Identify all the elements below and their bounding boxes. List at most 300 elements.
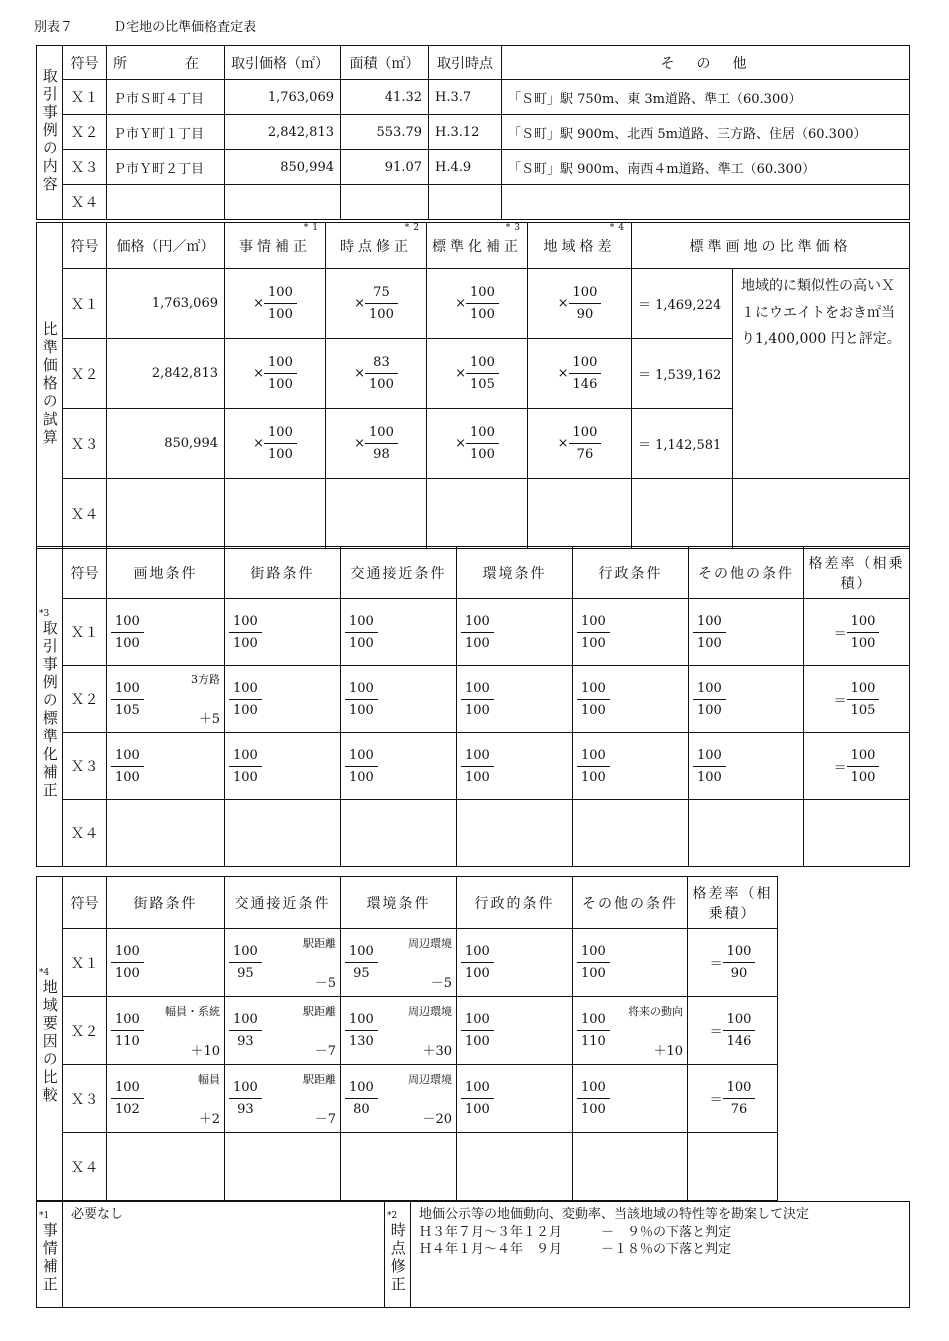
factor-fraction xyxy=(461,1012,494,1049)
column-header xyxy=(326,223,427,269)
adjustment-note: 将来の動向 xyxy=(628,1004,683,1018)
factor-fraction xyxy=(466,425,499,462)
adjustment xyxy=(303,1071,336,1127)
factor-cell xyxy=(326,479,427,549)
section-side-label xyxy=(37,547,63,867)
numerator: 100 xyxy=(466,355,499,374)
factor-cell xyxy=(341,599,457,666)
factor-cell xyxy=(528,479,632,549)
multiply-sign: × xyxy=(557,436,569,451)
adjustment-note: 周辺環境 xyxy=(408,1004,452,1018)
factor-cell xyxy=(573,1133,688,1201)
row-code: Ｘ２ xyxy=(63,666,107,733)
numerator: 100 xyxy=(569,355,602,374)
numerator: 100 xyxy=(693,681,726,700)
column-header: 取引時点 xyxy=(429,46,502,80)
row-code: Ｘ２ xyxy=(63,997,107,1065)
factor-fraction xyxy=(111,748,144,785)
factor-cell xyxy=(457,1133,573,1201)
factor-cell-content xyxy=(229,671,336,727)
numerator: 100 xyxy=(693,614,726,633)
equals-sign: ＝ xyxy=(709,1093,723,1108)
price-cell: 1,763,069 xyxy=(107,269,225,339)
factor-fraction xyxy=(466,285,499,322)
section-price-trial xyxy=(36,222,910,549)
factor-cell-content xyxy=(577,604,684,660)
equals-sign: ＝ xyxy=(833,760,847,776)
factor-cell-content xyxy=(229,738,336,794)
column-header: 符号 xyxy=(63,877,107,929)
column-header: その他の条件 xyxy=(573,877,688,929)
denominator: 76 xyxy=(730,1102,748,1117)
adjustment xyxy=(408,935,452,991)
factor-fraction xyxy=(229,681,262,718)
adjustment xyxy=(165,1003,220,1059)
factor-cell xyxy=(225,269,326,339)
rate-fraction xyxy=(723,1012,756,1049)
column-header: 格差率（相乗積） xyxy=(688,877,778,929)
factor-cell-content xyxy=(345,671,452,727)
factor-cell xyxy=(225,800,341,867)
standard-price-cell: ＝ 1,539,162 xyxy=(632,339,733,409)
adjustment-value: －5 xyxy=(430,975,452,991)
numerator: 100 xyxy=(345,1080,378,1099)
numerator: 100 xyxy=(229,1012,262,1031)
factor-fraction xyxy=(345,748,378,785)
factor-cell xyxy=(341,929,457,997)
adjustment-value: ＋5 xyxy=(198,712,220,727)
factor-fraction xyxy=(229,1080,262,1117)
numerator: 100 xyxy=(264,285,297,304)
column-header: その他の条件 xyxy=(689,547,804,599)
multiply-sign: × xyxy=(253,296,265,311)
factor-fraction xyxy=(345,944,378,981)
denominator: 100 xyxy=(581,702,606,718)
denominator: 100 xyxy=(581,1102,606,1117)
section-regional-factors xyxy=(36,876,778,1201)
column-header xyxy=(63,223,107,269)
table-row xyxy=(37,800,910,867)
denominator: 76 xyxy=(576,447,594,462)
equals-sign: ＝ xyxy=(833,626,847,642)
rate-cell xyxy=(804,733,910,800)
numerator: 100 xyxy=(345,681,378,700)
factor-cell xyxy=(107,929,225,997)
factor-fraction xyxy=(111,681,144,718)
factor-cell xyxy=(573,733,689,800)
area-cell xyxy=(341,185,429,220)
denominator: 105 xyxy=(470,377,495,392)
denominator: 100 xyxy=(581,966,606,981)
column-label: 地域格差 xyxy=(543,238,616,255)
area-cell: 91.07 xyxy=(341,150,429,185)
factor-cell xyxy=(457,800,573,867)
note2-line: Ｈ３年７月～３年１２月 － ９％の下落と判定 xyxy=(419,1224,732,1240)
other-cell xyxy=(502,185,910,220)
factor-cell xyxy=(341,733,457,800)
denominator: 100 xyxy=(115,966,140,981)
factor-fraction xyxy=(693,681,726,718)
factor-fraction xyxy=(569,355,602,392)
price-cell: 850,994 xyxy=(225,150,341,185)
page-header xyxy=(34,16,292,35)
denominator: 100 xyxy=(115,635,140,651)
column-header xyxy=(528,223,632,269)
column-label: 価格（円／㎡） xyxy=(116,238,215,255)
numerator: 100 xyxy=(577,1012,610,1031)
denominator: 100 xyxy=(349,769,374,785)
factor-cell-content xyxy=(461,738,568,794)
denominator: 100 xyxy=(581,769,606,785)
denominator: 110 xyxy=(115,1034,140,1049)
empty-cell xyxy=(733,479,910,549)
row-code: Ｘ３ xyxy=(63,733,107,800)
adjustment-note: 駅距離 xyxy=(303,1072,336,1086)
column-label: 標準化補正 xyxy=(432,238,522,255)
factor-cell xyxy=(225,339,326,409)
denominator: 93 xyxy=(237,1034,254,1049)
denominator: 100 xyxy=(470,447,495,462)
rate-fraction xyxy=(723,1080,756,1117)
denominator: 100 xyxy=(369,307,394,322)
note1-marker: *1 xyxy=(39,1210,50,1221)
numerator: 100 xyxy=(111,1012,144,1031)
factor-fraction xyxy=(461,748,494,785)
multiply-sign: × xyxy=(354,296,366,311)
factor-cell xyxy=(457,599,573,666)
denominator: 100 xyxy=(465,635,490,651)
numerator: 100 xyxy=(345,614,378,633)
multiply-sign: × xyxy=(354,366,366,381)
column-header: 交通接近条件 xyxy=(225,877,341,929)
denominator: 98 xyxy=(373,447,390,462)
table-row xyxy=(37,269,910,339)
column-header xyxy=(225,223,326,269)
table-row xyxy=(37,80,910,115)
column-header: 行政的条件 xyxy=(457,877,573,929)
adjustment-value: －7 xyxy=(314,1111,336,1127)
numerator: 100 xyxy=(461,614,494,633)
denominator: 105 xyxy=(115,702,140,718)
adjustment-value: －7 xyxy=(314,1043,336,1059)
factor-cell xyxy=(528,269,632,339)
other-cell: 「Ｓ町」駅 900m、北西 5m道路、三方路、住居（60.300） xyxy=(502,115,910,150)
factor-fraction xyxy=(577,614,610,651)
time-cell: H.3.12 xyxy=(429,115,502,150)
adjustment-note: 駅距離 xyxy=(303,936,336,950)
factor-cell xyxy=(457,666,573,733)
adjustment-note: 幅員 xyxy=(198,1072,220,1086)
factor-fraction xyxy=(693,614,726,651)
price-cell: 1,763,069 xyxy=(225,80,341,115)
factor-fraction xyxy=(264,425,297,462)
page-title: Ｄ宅地の比準価格査定表 xyxy=(113,20,257,35)
other-cell: 「Ｓ町」駅 900m、南西４m道路、準工（60.300） xyxy=(502,150,910,185)
column-header: 環境条件 xyxy=(457,547,573,599)
factor-fraction xyxy=(466,355,499,392)
denominator: 90 xyxy=(576,307,594,322)
row-code: Ｘ４ xyxy=(63,479,107,549)
denominator: 100 xyxy=(465,1034,490,1049)
factor-cell-content xyxy=(345,1071,452,1127)
adjustment xyxy=(303,1003,336,1059)
adjustment xyxy=(408,1071,452,1127)
note2-line: Ｈ４年１月～４年 ９月 －１８％の下落と判定 xyxy=(419,1242,732,1258)
factor-cell-content xyxy=(345,604,452,660)
column-header: 画地条件 xyxy=(107,547,225,599)
factor-fraction xyxy=(345,614,378,651)
factor-fraction xyxy=(461,1080,494,1117)
factor-cell-content xyxy=(111,1071,220,1127)
numerator: 100 xyxy=(847,748,880,767)
factor-cell xyxy=(341,1133,457,1201)
table-row xyxy=(37,997,778,1065)
rate-cell xyxy=(804,666,910,733)
column-header: 符号 xyxy=(63,547,107,599)
factor-cell xyxy=(573,997,688,1065)
column-header xyxy=(632,223,910,269)
factor-cell-content xyxy=(229,1003,336,1059)
rate-fraction xyxy=(847,614,880,651)
price-cell xyxy=(225,185,341,220)
factor-fraction xyxy=(111,944,144,981)
adjustment-value: ＋2 xyxy=(198,1111,220,1127)
note1-text: 必要なし xyxy=(63,1202,385,1308)
factor-cell-content xyxy=(229,1071,336,1127)
factor-cell-content xyxy=(461,671,568,727)
price-cell: 850,994 xyxy=(107,409,225,479)
factor-fraction xyxy=(365,285,398,322)
factor-cell xyxy=(341,997,457,1065)
rate-cell xyxy=(804,800,910,867)
numerator: 83 xyxy=(365,355,398,374)
denominator: 100 xyxy=(233,635,258,651)
price-cell: 2,842,813 xyxy=(225,115,341,150)
section-marker: *4 xyxy=(39,967,50,978)
rate-cell xyxy=(688,997,778,1065)
rate-fraction xyxy=(847,681,880,718)
numerator: 100 xyxy=(229,944,262,963)
factor-cell xyxy=(225,929,341,997)
factor-cell xyxy=(573,1065,688,1133)
factor-cell xyxy=(225,733,341,800)
denominator: 100 xyxy=(697,769,722,785)
factor-cell xyxy=(457,929,573,997)
factor-cell-content xyxy=(229,604,336,660)
factor-fraction xyxy=(577,681,610,718)
numerator: 100 xyxy=(345,944,378,963)
row-code: Ｘ１ xyxy=(63,269,107,339)
column-header: 街路条件 xyxy=(107,877,225,929)
factor-cell-content xyxy=(577,738,684,794)
factor-cell-content xyxy=(111,604,220,660)
factor-cell xyxy=(573,666,689,733)
numerator: 100 xyxy=(111,944,144,963)
factor-cell xyxy=(457,1065,573,1133)
factor-cell xyxy=(528,339,632,409)
row-code: Ｘ１ xyxy=(63,929,107,997)
factor-cell xyxy=(427,269,528,339)
numerator: 100 xyxy=(264,425,297,444)
table-row xyxy=(37,733,910,800)
numerator: 100 xyxy=(577,944,610,963)
denominator: 100 xyxy=(115,769,140,785)
factor-cell xyxy=(225,1065,341,1133)
table-row xyxy=(37,1065,778,1133)
factor-cell-content xyxy=(345,1003,452,1059)
section-standardization xyxy=(36,546,910,867)
numerator: 100 xyxy=(847,681,880,700)
note2-marker: *2 xyxy=(387,1210,398,1221)
numerator: 100 xyxy=(723,1012,756,1031)
factor-cell-content xyxy=(577,935,683,991)
column-header xyxy=(107,223,225,269)
factor-fraction xyxy=(577,748,610,785)
numerator: 100 xyxy=(466,285,499,304)
numerator: 100 xyxy=(365,425,398,444)
table-row xyxy=(37,666,910,733)
factor-cell xyxy=(107,800,225,867)
row-code: Ｘ３ xyxy=(63,150,107,185)
standard-price-cell: ＝ 1,142,581 xyxy=(632,409,733,479)
factor-cell-content xyxy=(577,1003,683,1059)
other-cell: 「Ｓ町」駅 750m、東 3m道路、準工（60.300） xyxy=(502,80,910,115)
factor-cell xyxy=(573,599,689,666)
denominator: 100 xyxy=(697,635,722,651)
note1-title: 事情補正 xyxy=(40,1221,59,1294)
adjustment xyxy=(408,1003,452,1059)
numerator: 100 xyxy=(229,748,262,767)
column-header: 行政条件 xyxy=(573,547,689,599)
section-title: 取引事例の内容 xyxy=(40,67,59,194)
numerator: 100 xyxy=(345,748,378,767)
numerator: 100 xyxy=(461,944,494,963)
denominator: 130 xyxy=(349,1034,374,1049)
factor-fraction xyxy=(111,1012,144,1049)
factor-cell xyxy=(107,1065,225,1133)
denominator: 100 xyxy=(268,447,293,462)
row-code: Ｘ４ xyxy=(63,800,107,867)
denominator: 102 xyxy=(115,1102,140,1117)
factor-cell-content xyxy=(461,604,568,660)
header-row xyxy=(37,223,910,269)
factor-cell-content xyxy=(461,1003,568,1059)
factor-cell xyxy=(107,733,225,800)
adjustment xyxy=(303,935,336,991)
section-title: 取引事例の標準化補正 xyxy=(40,619,59,800)
numerator: 100 xyxy=(111,748,144,767)
factor-fraction xyxy=(461,944,494,981)
column-header: 交通接近条件 xyxy=(341,547,457,599)
row-code: Ｘ３ xyxy=(63,1065,107,1133)
column-header: そ の 他 xyxy=(502,46,910,80)
evaluation-comment: 地域的に類似性の高いＸ１にウエイトをおき㎡当り1,400,000 円と評定。 xyxy=(733,269,910,479)
multiply-sign: × xyxy=(557,296,569,311)
row-code: Ｘ１ xyxy=(63,80,107,115)
multiply-sign: × xyxy=(455,436,467,451)
adjustment-value: ＋30 xyxy=(422,1043,452,1059)
factor-cell-content xyxy=(111,1003,220,1059)
denominator: 146 xyxy=(726,1034,752,1049)
factor-fraction xyxy=(345,681,378,718)
column-header: 面積（㎡） xyxy=(341,46,429,80)
factor-cell xyxy=(528,409,632,479)
factor-cell xyxy=(225,666,341,733)
section-side-label xyxy=(37,46,63,220)
factor-fraction xyxy=(229,748,262,785)
adjustment-value: ＋10 xyxy=(190,1043,220,1059)
column-header: 符号 xyxy=(63,46,107,80)
numerator: 100 xyxy=(569,425,602,444)
time-cell xyxy=(429,185,502,220)
factor-fraction xyxy=(577,1080,610,1117)
factor-cell xyxy=(107,666,225,733)
factor-fraction xyxy=(111,614,144,651)
adjustment-value: －5 xyxy=(314,975,336,991)
factor-cell xyxy=(573,800,689,867)
denominator: 100 xyxy=(233,702,258,718)
factor-cell-content xyxy=(111,671,220,727)
note1-side xyxy=(37,1202,63,1308)
factor-fraction xyxy=(345,1080,378,1117)
row-code: Ｘ１ xyxy=(63,599,107,666)
factor-cell xyxy=(457,997,573,1065)
rate-fraction xyxy=(723,944,756,981)
numerator: 100 xyxy=(345,1012,378,1031)
denominator: 95 xyxy=(353,966,370,981)
factor-fraction xyxy=(569,285,602,322)
numerator: 100 xyxy=(229,681,262,700)
standard-price-cell xyxy=(632,479,733,549)
adjustment xyxy=(191,671,220,727)
standard-price-cell: ＝ 1,469,224 xyxy=(632,269,733,339)
multiply-sign: × xyxy=(557,366,569,381)
factor-fraction xyxy=(461,681,494,718)
footnote-marker: *1 xyxy=(303,223,322,233)
denominator: 90 xyxy=(730,966,748,981)
column-header: 街路条件 xyxy=(225,547,341,599)
factor-cell-content xyxy=(693,671,799,727)
table-row xyxy=(37,929,778,997)
numerator: 100 xyxy=(229,614,262,633)
denominator: 100 xyxy=(349,702,374,718)
header-row xyxy=(37,877,778,929)
column-label: 標準画地の比準価格 xyxy=(689,238,852,255)
factor-cell xyxy=(427,339,528,409)
numerator: 100 xyxy=(577,1080,610,1099)
factor-cell-content xyxy=(461,1071,568,1127)
denominator: 100 xyxy=(697,702,722,718)
header-row xyxy=(37,547,910,599)
numerator: 100 xyxy=(577,748,610,767)
table-row xyxy=(37,150,910,185)
factor-fraction xyxy=(345,1012,378,1049)
factor-fraction xyxy=(229,944,262,981)
section-marker: *3 xyxy=(39,608,50,619)
adjustment xyxy=(198,1071,220,1127)
time-cell: H.4.9 xyxy=(429,150,502,185)
denominator: 110 xyxy=(581,1034,606,1049)
factor-cell-content xyxy=(345,935,452,991)
multiply-sign: × xyxy=(455,366,467,381)
factor-cell xyxy=(225,599,341,666)
column-label: 時点修正 xyxy=(340,238,412,255)
denominator: 95 xyxy=(237,966,254,981)
rate-cell xyxy=(688,929,778,997)
multiply-sign: × xyxy=(253,366,265,381)
numerator: 100 xyxy=(111,614,144,633)
rate-fraction xyxy=(847,748,880,785)
